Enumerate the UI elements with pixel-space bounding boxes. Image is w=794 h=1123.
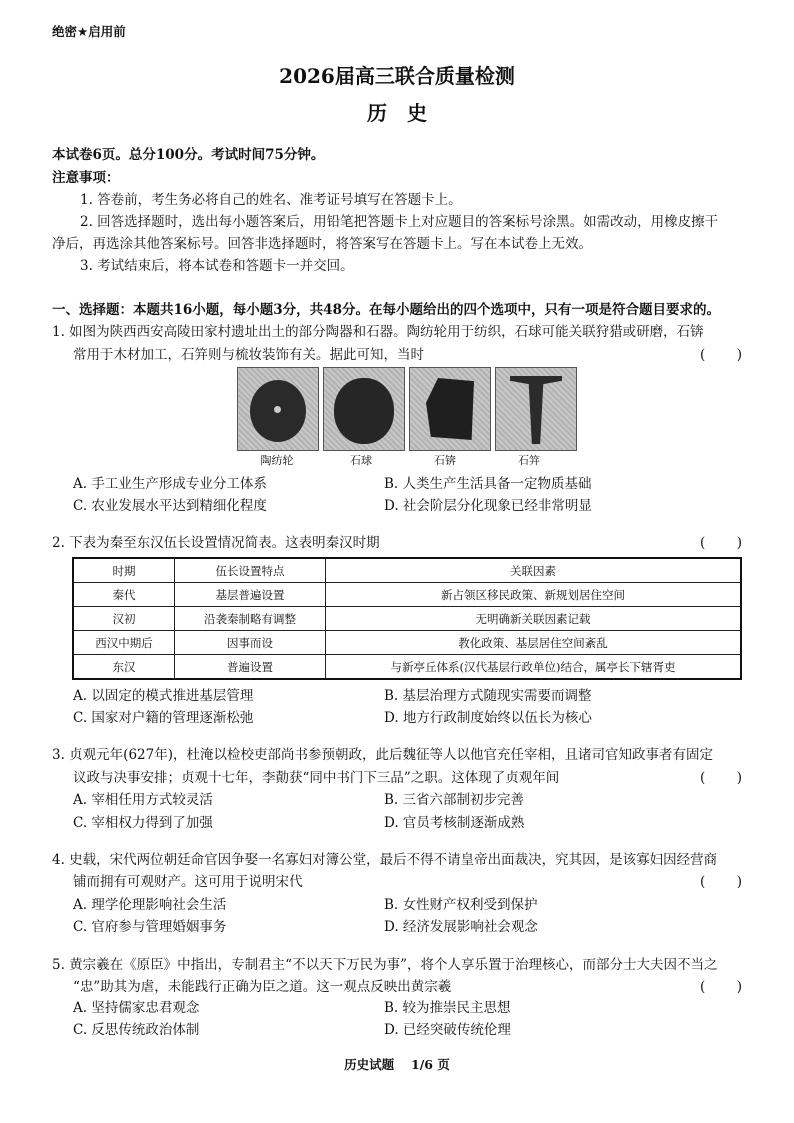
cell: 秦代 (73, 583, 175, 607)
confidential-label: 绝密★启用前 (52, 24, 126, 39)
q3-stem-1: 3. 贞观元年(627年)，杜淹以检校吏部尚书参预朝政，此后魏征等人以他官充任宰相，且诸司官知政事者有固定 (52, 747, 713, 763)
q5-option-d[interactable]: D. 已经突破传统伦理 (384, 1022, 511, 1038)
q1-option-a[interactable]: A. 手工业生产形成专业分工体系 (73, 476, 267, 492)
cell: 与新亭丘体系(汉代基层行政单位)结合，属亭长下辖胥吏 (326, 655, 742, 680)
q4-option-b[interactable]: B. 女性财产权利受到保护 (384, 897, 538, 913)
cell: 沿袭秦制略有调整 (175, 607, 326, 631)
q1-option-c[interactable]: C. 农业发展水平达到精细化程度 (73, 498, 267, 514)
q2-stem: 2. 下表为秦至东汉伍长设置情况简表。这表明秦汉时期 (52, 535, 380, 551)
q3-stem-2: 议政与决事安排；贞观十七年，李勣获“同中书门下三品”之职。这体现了贞观年间 (73, 770, 560, 786)
q4-stem-1: 4. 史载，宋代两位朝廷命官因争娶一名寡妇对簿公堂，最后不得不请皇帝出面裁决，究其因，是该寡妇因经营商 (52, 852, 718, 868)
q3-answer-blank[interactable]: ( ) (700, 770, 742, 786)
q5-option-a[interactable]: A. 坚持儒家忠君观念 (73, 1000, 200, 1016)
q4-option-c[interactable]: C. 官府参与管理婚姻事务 (73, 919, 227, 935)
q3-option-a[interactable]: A. 宰相任用方式较灵活 (73, 792, 213, 808)
q5-stem-1: 5. 黄宗羲在《原臣》中指出，专制君主“不以天下万民为事”，将个人享乐置于治理核心，而部分士大夫因不当之 (52, 957, 718, 973)
q1-stem-1: 1. 如图为陕西西安高陵田家村遗址出土的部分陶器和石器。陶纺轮用于纺织，石球可能关联狩猎或研磨，石锛 (52, 324, 704, 340)
q5-answer-blank[interactable]: ( ) (700, 979, 742, 995)
q1-answer-blank[interactable]: ( ) (700, 347, 742, 363)
stone-hairpin-image (495, 367, 577, 451)
table-row (73, 655, 741, 680)
q4-stem-2: 铺而拥有可观财产。这可用于说明宋代 (73, 874, 303, 890)
q4-option-d[interactable]: D. 经济发展影响社会观念 (384, 919, 538, 935)
q5-option-c[interactable]: C. 反思传统政治体制 (73, 1022, 200, 1038)
stone-adze-image (409, 367, 491, 451)
stone-ball-image (323, 367, 405, 451)
q2-option-a[interactable]: A. 以固定的模式推进基层管理 (73, 688, 254, 704)
q3-option-d[interactable]: D. 官员考核制逐渐成熟 (384, 815, 525, 831)
note-2: 2. 回答选择题时，选出每小题答案后，用铅笔把答题卡上对应题目的答案标号涂黑。如需改动，用橡皮擦干 (80, 214, 719, 230)
cell: 东汉 (73, 655, 175, 680)
q2-table (72, 557, 742, 680)
note-1: 1. 答卷前，考生务必将自己的姓名、准考证号填写在答题卡上。 (80, 192, 462, 208)
q3-option-b[interactable]: B. 三省六部制初步完善 (384, 792, 525, 808)
cell: 因事而设 (175, 631, 326, 655)
caption-spindle-whorl: 陶纺轮 (260, 454, 294, 467)
exam-info: 本试卷6页。总分100分。考试时间75分钟。 (52, 147, 325, 163)
q5-option-b[interactable]: B. 较为推崇民主思想 (384, 1000, 511, 1016)
note-3: 3. 考试结束后，将本试卷和答题卡一并交回。 (80, 258, 354, 274)
table-row (73, 607, 741, 631)
q2-option-c[interactable]: C. 国家对户籍的管理逐渐松弛 (73, 710, 254, 726)
q4-option-a[interactable]: A. 理学伦理影响社会生活 (73, 897, 227, 913)
caption-stone-adze: 石锛 (434, 454, 456, 467)
table-row (73, 631, 741, 655)
table-row (73, 583, 741, 607)
header-period: 时期 (73, 558, 175, 583)
subject-title: 历 史 (367, 101, 427, 125)
cell: 无明确新关联因素记载 (326, 607, 742, 631)
q1-option-d[interactable]: D. 社会阶层分化现象已经非常明显 (384, 498, 592, 514)
cell: 教化政策、基层居住空间紊乱 (326, 631, 742, 655)
q2-option-d[interactable]: D. 地方行政制度始终以伍长为核心 (384, 710, 592, 726)
q2-option-b[interactable]: B. 基层治理方式随现实需要而调整 (384, 688, 592, 704)
q4-answer-blank[interactable]: ( ) (700, 874, 742, 890)
q1-stem-2: 常用于木材加工，石笄则与梳妆装饰有关。据此可知，当时 (73, 347, 424, 363)
cell: 新占领区移民政策、新规划居住空间 (326, 583, 742, 607)
q1-artifact-images (237, 367, 577, 451)
page-footer: 历史试题 1/6 页 (344, 1057, 450, 1072)
note-2-cont: 净后，再选涂其他答案标号。回答非选择题时，将答案写在答题卡上。写在本试卷上无效。 (52, 236, 592, 252)
notice-title: 注意事项： (52, 170, 120, 186)
caption-stone-ball: 石球 (350, 454, 372, 467)
section-heading: 一、选择题：本题共16小题，每小题3分，共48分。在每小题给出的四个选项中，只有一项是符合题目要求的。 (52, 302, 720, 318)
header-feature: 伍长设置特点 (175, 558, 326, 583)
q5-stem-2: “忠”助其为虐，未能践行正确为臣之道。这一观点反映出黄宗羲 (73, 979, 452, 995)
caption-stone-hairpin: 石笄 (518, 454, 540, 467)
cell: 普遍设置 (175, 655, 326, 680)
header-factor: 关联因素 (326, 558, 742, 583)
spindle-whorl-image (237, 367, 319, 451)
q2-answer-blank[interactable]: ( ) (700, 535, 742, 551)
table-header-row (73, 558, 741, 583)
q1-option-b[interactable]: B. 人类生产生活具备一定物质基础 (384, 476, 592, 492)
cell: 基层普遍设置 (175, 583, 326, 607)
cell: 汉初 (73, 607, 175, 631)
q3-option-c[interactable]: C. 宰相权力得到了加强 (73, 815, 213, 831)
exam-title: 2026届高三联合质量检测 (279, 64, 515, 88)
cell: 西汉中期后 (73, 631, 175, 655)
